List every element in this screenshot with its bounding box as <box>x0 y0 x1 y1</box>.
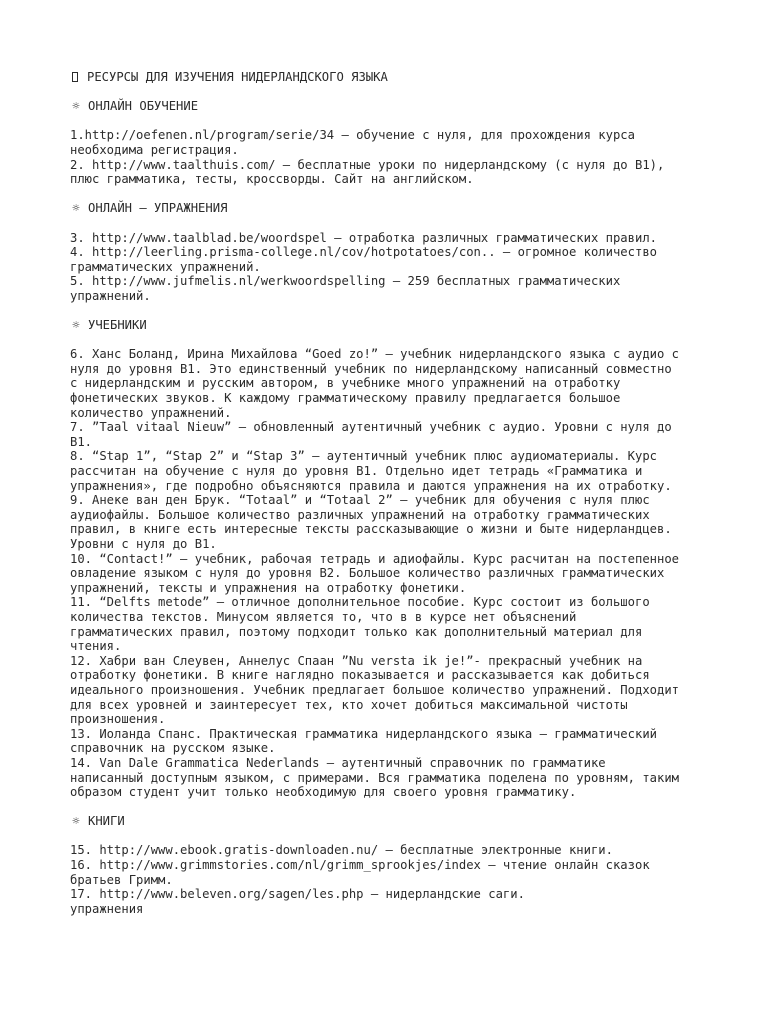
list-line: 2. http://www.taalthuis.com/ — бесплатные уроки по нидерландскому (с нуля до B1), <box>70 157 665 172</box>
list-line: овладение языком с нуля до уровня B2. Большое количество различных грамматических <box>70 566 665 581</box>
section-textbooks-list <box>70 347 710 799</box>
sun-icon: ☼ <box>72 201 80 216</box>
section-heading: ☼ КНИГИ <box>70 814 710 829</box>
list-line: произношения. <box>70 712 166 727</box>
section-books <box>70 814 710 829</box>
list-line: Уровни с нуля до B1. <box>70 537 217 551</box>
list-line: упражнения <box>70 901 144 916</box>
section-heading: ☼ ОНЛАЙН ОБУЧЕНИЕ <box>70 99 710 114</box>
list-line: 1.http://oefenen.nl/program/serie/34 — обучение с нуля, для прохождения курса <box>70 128 635 143</box>
list-line: для всех уровней и заинтересует тех, кто хочет добиться максимальной чистоты <box>70 697 628 712</box>
list-line: 10. “Contact!” — учебник, рабочая тетрадь и адиофайлы. Курс расчитан на постепенное <box>70 551 680 566</box>
list-line: с нидерландским и русским автором, в учебнике много упражнений на отработку <box>70 376 621 391</box>
list-line: 8. “Stap 1”, “Stap 2” и “Stap 3” — аутентичный учебник плюс аудиоматериалы. Курс <box>70 449 657 464</box>
section-books-list <box>70 843 710 916</box>
section-heading: ☼ УЧЕБНИКИ <box>70 318 710 333</box>
list-line: 15. http://www.ebook.gratis-downloaden.nu/ — бесплатные электронные книги. <box>70 843 613 858</box>
list-line: упражнения», где подробно объясняются правила и даются упражнения на их отработку. <box>70 478 672 493</box>
list-line: 13. Иоланда Спанс. Практическая грамматика нидерландского языка — грамматический <box>70 726 657 741</box>
list-line: нуля до уровня B1. Это единственный учебник по нидерландскому написанный совместно <box>70 361 672 376</box>
section-online-exercises <box>70 201 710 216</box>
list-line: грамматических упражнений. <box>70 259 261 274</box>
list-line: 17. http://www.beleven.org/sagen/les.php — нидерландские саги. <box>70 887 525 902</box>
list-line: отработку фонетики. В книге наглядно показывается и рассказывается как добиться <box>70 668 650 683</box>
list-line: аудиофайлы. Большое количество различных упражнений на отработку грамматических <box>70 507 650 522</box>
sun-icon: ☼ <box>72 318 80 333</box>
list-line: количество упражнений. <box>70 405 232 420</box>
list-line: 14. Van Dale Grammatica Nederlands – аутентичный справочник по грамматике <box>70 755 606 770</box>
list-line: правил, в книге есть интересные тексты рассказывающие о жизни и быте нидерландцев. <box>70 522 672 537</box>
section-online-exercises-list <box>70 231 710 304</box>
list-line: 16. http://www.grimmstories.com/nl/grimm_sprookjes/index — чтение онлайн сказок <box>70 858 650 873</box>
list-line: B1. <box>70 434 93 449</box>
list-line: идеального произношения. Учебник предлагает большое количество упражнений. Подходит <box>70 682 680 697</box>
list-line: 5. http://www.jufmelis.nl/werkwoordspelling — 259 бесплатных грамматических <box>70 274 621 289</box>
document <box>70 70 710 931</box>
list-line: плюс грамматика, тесты, кроссворды. Сайт на английском. <box>70 172 474 187</box>
sun-icon: ☼ <box>72 814 80 829</box>
section-heading: ☼ ОНЛАЙН — УПРАЖНЕНИЯ <box>70 201 710 216</box>
list-line: братьев Гримм. <box>70 872 173 887</box>
section-textbooks <box>70 318 710 333</box>
list-line: упражнений. <box>70 288 151 303</box>
list-line: упражнений, тексты и упражнения на отработку фонетики. <box>70 580 467 595</box>
list-line: справочник на русском языке. <box>70 741 276 756</box>
list-line: необходима регистрация. <box>70 142 239 157</box>
list-line: грамматических правил, поэтому подходит только как дополнительный материал для <box>70 624 643 639</box>
list-line: 9. Анеке ван ден Брук. “Totaal” и “Totaal 2” — учебник для обучения с нуля плюс <box>70 493 650 508</box>
list-line: образом студент учит только необходимую для своего уровня грамматику. <box>70 785 577 800</box>
list-line: фонетических звуков. К каждому грамматическому правилу предлагается большое <box>70 391 621 406</box>
list-line: 4. http://leerling.prisma-college.nl/cov/hotpotatoes/con.. — огромное количество <box>70 245 657 260</box>
section-online-learning-list <box>70 128 710 186</box>
list-line: количества текстов. Минусом является то, что в в курсе нет объяснений <box>70 609 577 624</box>
list-line: 6. Ханс Боланд, Ирина Михайлова “Goed zo!” — учебник нидерландского языка с аудио с <box>70 347 680 362</box>
list-line: рассчитан на обучение с нуля до уровня B1. Отдельно идет тетрадь «Грамматика и <box>70 464 643 479</box>
list-line: написанный доступным языком, с примерами. Вся грамматика поделена по уровням, таким <box>70 770 680 785</box>
section-online-learning <box>70 99 710 114</box>
list-line: 3. http://www.taalblad.be/woordspel — отработка различных грамматических правил. <box>70 230 657 245</box>
sun-icon: ☼ <box>72 99 80 114</box>
list-line: 12. Хабри ван Слеувен, Аннелус Спаан ”Nu versta ik je!”- прекрасный учебник на <box>70 653 643 668</box>
list-line: 7. ”Taal vitaal Nieuw” — обновленный аутентичный учебник с аудио. Уровни с нуля до <box>70 420 672 435</box>
missing-glyph-box-icon <box>72 72 78 82</box>
list-line: чтения. <box>70 639 122 654</box>
list-line: 11. “Delfts metode” — отличное дополнительное пособие. Курс состоит из большого <box>70 595 650 610</box>
document-title: РЕСУРСЫ ДЛЯ ИЗУЧЕНИЯ НИДЕРЛАНДСКОГО ЯЗЫКА <box>70 70 710 85</box>
